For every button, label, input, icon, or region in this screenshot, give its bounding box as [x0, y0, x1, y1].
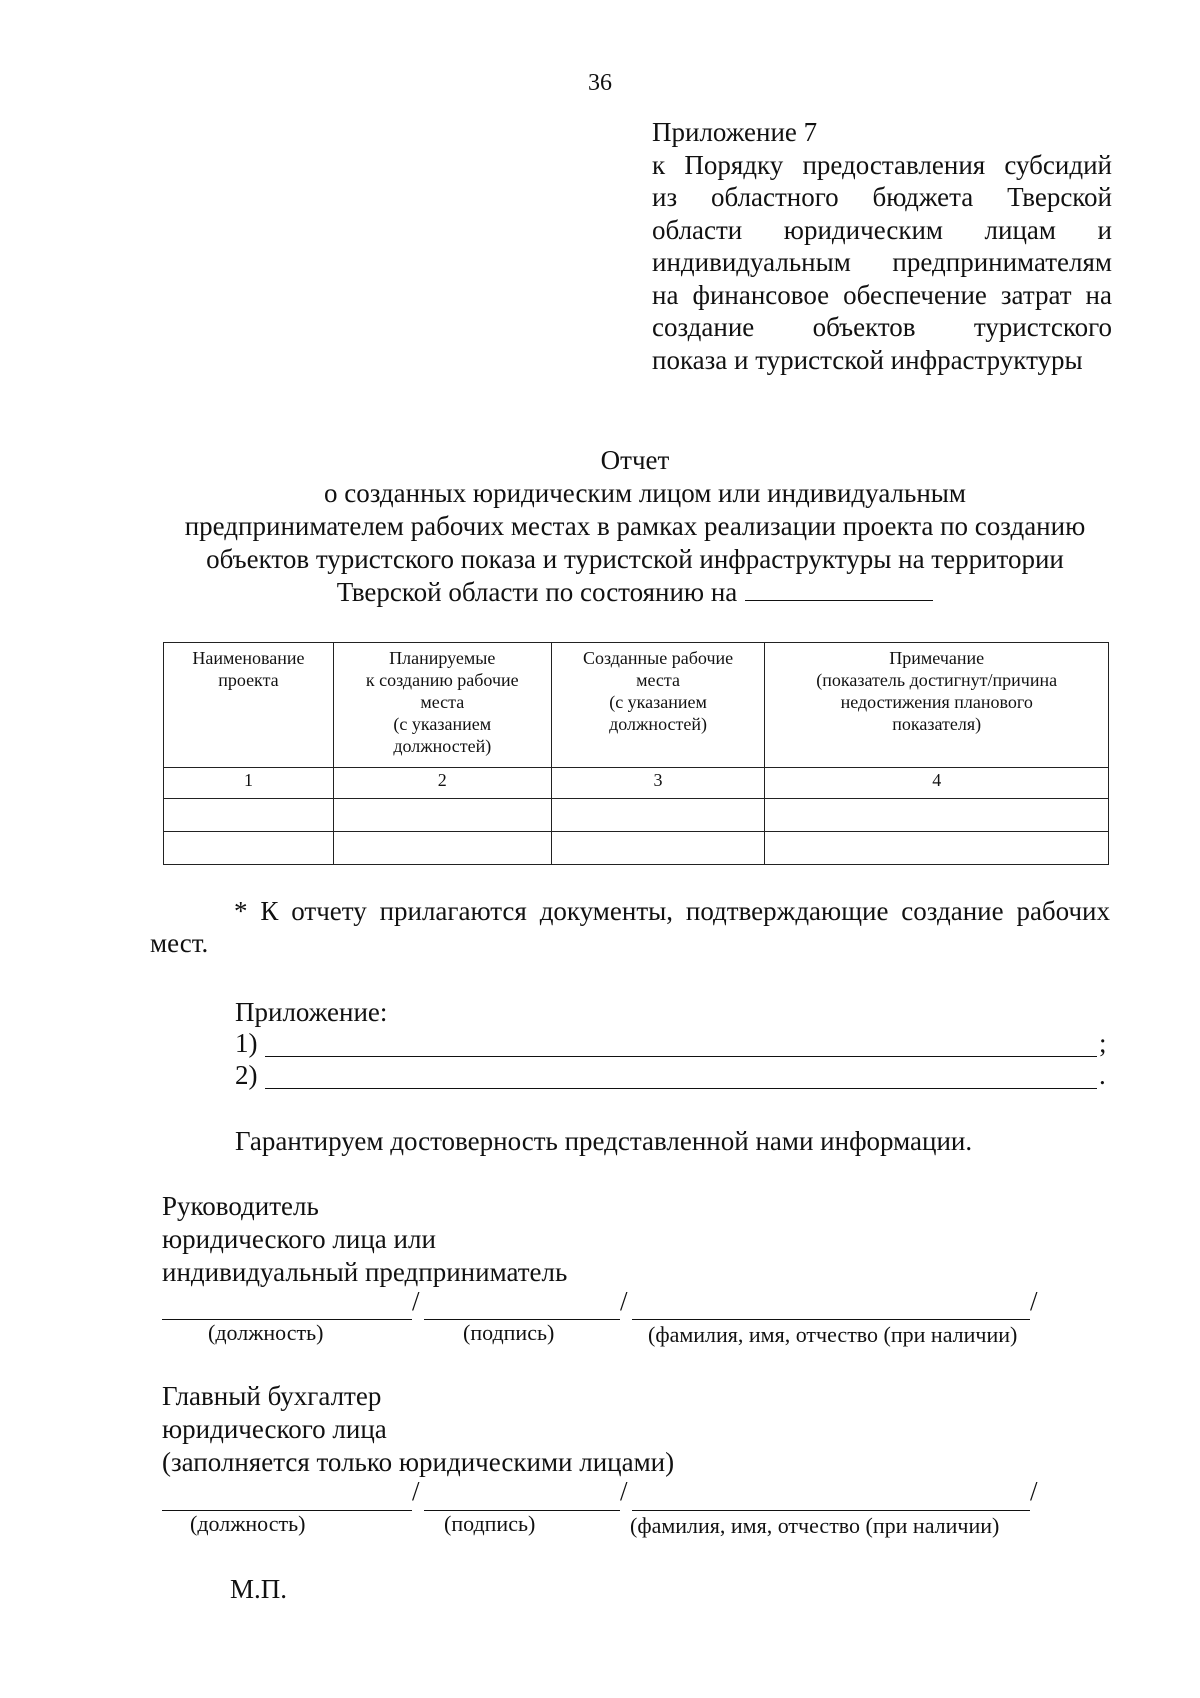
table-cell[interactable]: [765, 799, 1109, 832]
appendix-line: на финансовое обеспечение затрат на: [652, 279, 1112, 310]
appendix-line: индивидуальным предпринимателям: [652, 247, 1112, 277]
caption-fullname: (фамилия, имя, отчество (при наличии): [648, 1322, 1018, 1347]
appendix-header: [652, 116, 1112, 376]
table-row: [164, 832, 1109, 865]
column-header-created-jobs: Созданные рабочие места (с указанием должностей): [551, 643, 765, 768]
column-header-note: Примечание (показатель достигнут/причина недостижения планового показателя): [765, 643, 1109, 768]
separator-slash: /: [620, 1476, 628, 1506]
separator-slash: /: [412, 1476, 420, 1506]
stamp-place: М.П.: [230, 1574, 288, 1604]
attachment-index: 1): [235, 1028, 258, 1058]
report-title: Отчет: [600, 445, 670, 475]
table-cell[interactable]: [765, 832, 1109, 865]
signatory-line: (заполняется только юридическими лицами): [162, 1447, 675, 1477]
accountant-fullname-field[interactable]: [632, 1509, 1030, 1511]
table-number-row: [164, 768, 1109, 799]
table-cell[interactable]: [551, 832, 765, 865]
table-row: [164, 799, 1109, 832]
attachment-end: .: [1099, 1060, 1106, 1090]
attachments-label: Приложение:: [235, 997, 388, 1027]
caption-position: (должность): [208, 1320, 324, 1345]
column-number: 3: [551, 768, 765, 799]
table-cell[interactable]: [164, 832, 334, 865]
column-header-planned-jobs: Планируемые к созданию рабочие места (с указанием должностей): [333, 643, 551, 768]
jobs-table: [163, 642, 1109, 865]
report-subtitle-line: предпринимателем рабочих местах в рамках реализации проекта по созданию: [184, 511, 1086, 541]
table-cell[interactable]: [333, 799, 551, 832]
appendix-title: Приложение 7: [652, 117, 818, 147]
report-subtitle-line: о созданных юридическим лицом или индивидуальным: [323, 478, 966, 508]
table-cell[interactable]: [164, 799, 334, 832]
signatory-line: Главный бухгалтер: [162, 1381, 382, 1411]
head-fullname-field[interactable]: [632, 1318, 1030, 1320]
appendix-line: показа и туристской инфраструктуры: [652, 344, 1083, 375]
separator-slash: /: [1030, 1286, 1038, 1316]
caption-signature: (подпись): [463, 1320, 555, 1345]
column-header-project: Наименование проекта: [164, 643, 334, 768]
separator-slash: /: [412, 1286, 420, 1316]
signatory-line: Руководитель: [162, 1191, 319, 1221]
report-date-field[interactable]: [745, 576, 933, 601]
accountant-signatory-label: [162, 1380, 674, 1479]
head-signatory-label: [162, 1190, 567, 1289]
separator-slash: /: [620, 1286, 628, 1316]
attachment-index: 2): [235, 1060, 258, 1090]
attachment-note: * К отчету прилагаются документы, подтверждающие создание рабочих мест.: [150, 896, 1110, 958]
column-number: 4: [765, 768, 1109, 799]
guarantee-statement: Гарантируем достоверность представленной нами информации.: [235, 1126, 973, 1156]
appendix-line: создание объектов туристского: [652, 312, 1112, 342]
table-cell[interactable]: [551, 799, 765, 832]
attachment-input-line[interactable]: [265, 1056, 1097, 1057]
signatory-line: индивидуальный предприниматель: [162, 1257, 568, 1287]
signatory-line: юридического лица: [162, 1414, 387, 1444]
column-number: 1: [164, 768, 334, 799]
column-number: 2: [333, 768, 551, 799]
caption-position: (должность): [190, 1511, 306, 1536]
signatory-line: юридического лица или: [162, 1224, 436, 1254]
caption-fullname: (фамилия, имя, отчество (при наличии): [630, 1513, 1000, 1538]
appendix-line: к Порядку предоставления субсидий: [652, 149, 1112, 180]
report-subtitle-line: [150, 576, 1120, 609]
attachment-input-line[interactable]: [265, 1088, 1097, 1089]
report-date-label: Тверской области по состоянию на: [336, 577, 738, 607]
page-number: 36: [588, 70, 612, 96]
table-header-row: [164, 643, 1109, 768]
caption-signature: (подпись): [444, 1511, 536, 1536]
attachment-end: ;: [1099, 1028, 1107, 1058]
separator-slash: /: [1030, 1476, 1038, 1506]
report-subtitle-line: объектов туристского показа и туристской инфраструктуры на территории: [206, 544, 1064, 574]
appendix-line: из областного бюджета Тверской: [652, 182, 1112, 212]
report-heading: [150, 444, 1120, 609]
appendix-line: области юридическим лицам и: [652, 214, 1112, 245]
table-cell[interactable]: [333, 832, 551, 865]
